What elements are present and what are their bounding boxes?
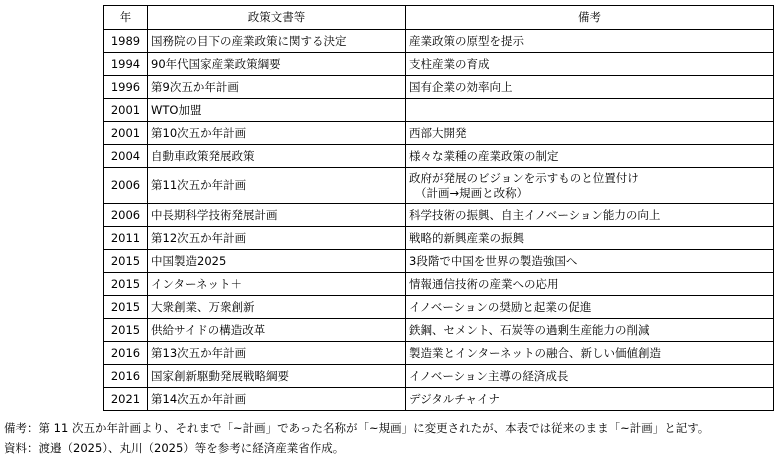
- table-row: [104, 273, 774, 296]
- remarks-cell: [406, 145, 774, 168]
- policy-document-cell: 90年代国家産業政策綱要: [148, 53, 406, 76]
- remarks-cell: [406, 227, 774, 250]
- remarks-cell: [406, 319, 774, 342]
- year-cell: 2015: [104, 250, 148, 273]
- year-cell: 2001: [104, 122, 148, 145]
- policy-document-cell: 供給サイドの構造改革: [148, 319, 406, 342]
- policy-document-cell: 第9次五か年計画: [148, 76, 406, 99]
- table-row: [104, 168, 774, 204]
- policy-table: [103, 5, 774, 411]
- remarks-line: 国有企業の効率向上: [409, 79, 513, 94]
- remarks-cell: [406, 388, 774, 411]
- remarks-cell: [406, 30, 774, 53]
- table-row: [104, 53, 774, 76]
- year-cell: 2011: [104, 227, 148, 250]
- footnote-source: 資料：渡邉（2025）、丸川（2025）等を参考に経済産業省作成。: [4, 441, 345, 455]
- remarks-line: 情報通信技術の産業への応用: [409, 276, 559, 291]
- year-cell: 2015: [104, 319, 148, 342]
- table-row: [104, 145, 774, 168]
- remarks-line: デジタルチャイナ: [409, 391, 500, 406]
- policy-document-cell: 国家創新駆動発展戦略綱要: [148, 365, 406, 388]
- table-row: [104, 122, 774, 145]
- table-body: [104, 30, 774, 411]
- policy-document-cell: 第11次五か年計画: [148, 168, 406, 204]
- year-cell: 2006: [104, 204, 148, 227]
- table-row: [104, 99, 774, 122]
- table-row: [104, 250, 774, 273]
- header-remarks: 備考: [406, 6, 774, 30]
- year-cell: 2004: [104, 145, 148, 168]
- remarks-cell: [406, 204, 774, 227]
- table-row: [104, 227, 774, 250]
- table-row: [104, 296, 774, 319]
- remarks-cell: [406, 168, 774, 204]
- policy-document-cell: WTO加盟: [148, 99, 406, 122]
- remarks-line: 西部大開発: [409, 125, 467, 140]
- year-cell: 2006: [104, 168, 148, 204]
- policy-document-cell: 大衆創業、万衆創新: [148, 296, 406, 319]
- remarks-line: 3段階で中国を世界の製造強国へ: [409, 253, 578, 268]
- remarks-line: 鉄鋼、セメント、石炭等の過剰生産能力の削減: [409, 322, 650, 337]
- policy-document-cell: 第10次五か年計画: [148, 122, 406, 145]
- header-year: 年: [104, 6, 148, 30]
- policy-document-cell: インターネット＋: [148, 273, 406, 296]
- footnote-remarks: 備考：第 11 次五か年計画より、それまで「~計画」であった名称が「~規画」に変更されたが、本表では従来のまま「~計画」と記す。: [4, 421, 710, 435]
- remarks-line: 様々な業種の産業政策の制定: [409, 148, 559, 163]
- remarks-line: 産業政策の原型を提示: [409, 33, 524, 48]
- year-cell: 2001: [104, 99, 148, 122]
- year-cell: 2021: [104, 388, 148, 411]
- remarks-cell: [406, 53, 774, 76]
- remarks-cell: [406, 273, 774, 296]
- table-row: [104, 388, 774, 411]
- year-cell: 2015: [104, 273, 148, 296]
- year-cell: 1994: [104, 53, 148, 76]
- remarks-line: 製造業とインターネットの融合、新しい価値創造: [409, 345, 661, 360]
- remarks-cell: [406, 342, 774, 365]
- table-row: [104, 319, 774, 342]
- year-cell: 1989: [104, 30, 148, 53]
- table-header-row: [104, 6, 774, 30]
- policy-document-cell: 自動車政策発展政策: [148, 145, 406, 168]
- year-cell: 2015: [104, 296, 148, 319]
- policy-document-cell: 中長期科学技術発展計画: [148, 204, 406, 227]
- policy-document-cell: 国務院の目下の産業政策に関する決定: [148, 30, 406, 53]
- remarks-cell: [406, 250, 774, 273]
- policy-document-cell: 中国製造2025: [148, 250, 406, 273]
- remarks-cell: [406, 99, 774, 122]
- table-row: [104, 76, 774, 99]
- header-document: 政策文書等: [148, 6, 406, 30]
- remarks-cell: [406, 122, 774, 145]
- remarks-line: 科学技術の振興、自主イノベーション能力の向上: [409, 207, 661, 222]
- table-row: [104, 204, 774, 227]
- remarks-line: イノベーションの奨励と起業の促進: [409, 299, 592, 314]
- table-row: [104, 365, 774, 388]
- footnotes: [4, 418, 709, 458]
- table-row: [104, 30, 774, 53]
- remarks-cell: [406, 296, 774, 319]
- year-cell: 1996: [104, 76, 148, 99]
- policy-document-cell: 第12次五か年計画: [148, 227, 406, 250]
- year-cell: 2016: [104, 365, 148, 388]
- year-cell: 2016: [104, 342, 148, 365]
- remarks-cell: [406, 365, 774, 388]
- policy-document-cell: 第13次五か年計画: [148, 342, 406, 365]
- remarks-line: 支柱産業の育成: [409, 56, 490, 71]
- remarks-line: 戦略的新興産業の振興: [409, 230, 524, 245]
- remarks-line: 政府が発展のビジョンを示すものと位置付け: [409, 171, 639, 186]
- remarks-cell: [406, 76, 774, 99]
- policy-document-cell: 第14次五か年計画: [148, 388, 406, 411]
- table-row: [104, 342, 774, 365]
- remarks-line: （計画→規画と改称）: [415, 185, 529, 200]
- remarks-line: イノベーション主導の経済成長: [409, 368, 569, 383]
